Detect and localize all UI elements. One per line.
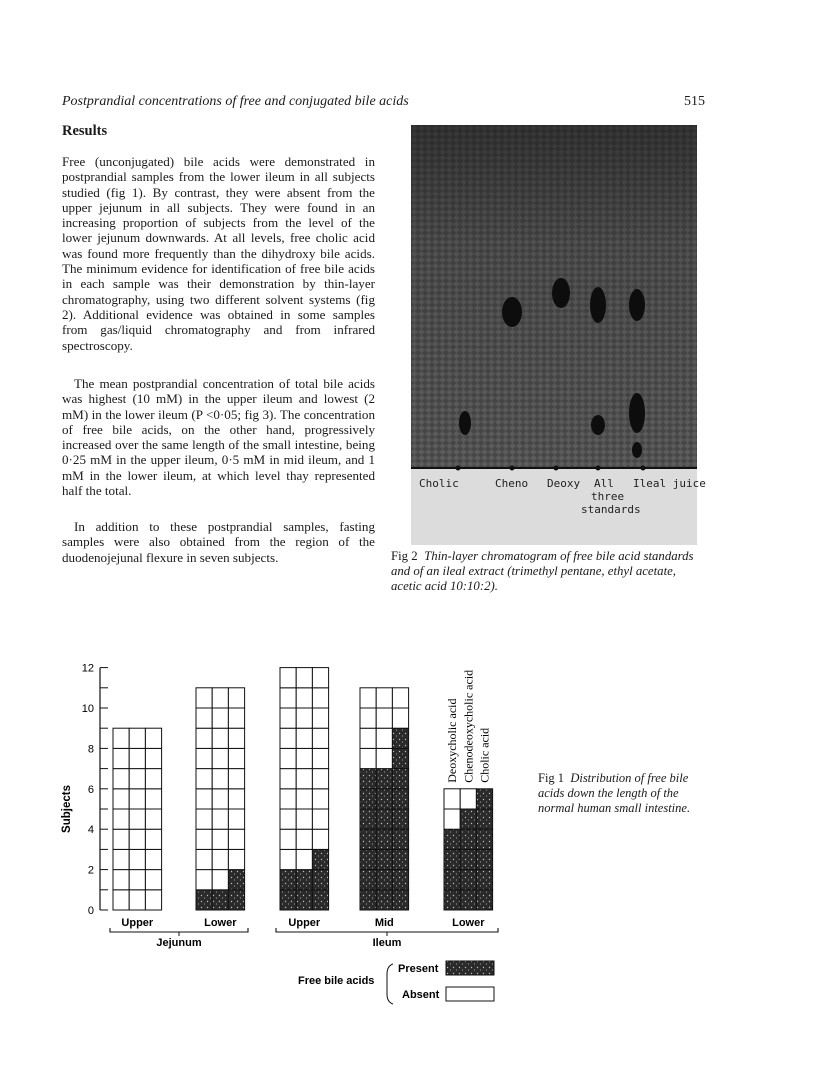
spot-ileal-1 (629, 289, 645, 321)
lane-label-deoxy: Deoxy (547, 477, 581, 490)
bar-cell (360, 728, 376, 748)
bar-cell (312, 870, 328, 890)
bar-cell (312, 748, 328, 768)
bar-cell (392, 748, 408, 768)
bar-cell (444, 849, 460, 869)
bar-cell (376, 890, 392, 910)
bar-cell (376, 870, 392, 890)
fig2-caption: Fig 2 Thin-layer chromatogram of free bile acid standards and of an ileal extract (trimethyl pentane, ethyl acetate, acetic acid 10:10:2). (391, 549, 694, 593)
bar-cell (360, 890, 376, 910)
group-label: Jejunum (156, 937, 202, 949)
bar-cell (312, 728, 328, 748)
bar-cell (280, 809, 296, 829)
bar-cell (113, 829, 129, 849)
bar-cell (196, 870, 212, 890)
y-tick-label: 8 (87, 743, 94, 756)
bar-cell (376, 809, 392, 829)
bar-cell (360, 870, 376, 890)
spot-deoxy (552, 278, 570, 308)
lane-label-cheno: Cheno (495, 477, 529, 490)
column-label: Chenodeoxycholic acid (461, 669, 476, 783)
bar-cell (444, 870, 460, 890)
bar-cell (376, 708, 392, 728)
bar-cell (228, 809, 244, 829)
bar-cell (392, 849, 408, 869)
bar-cell (392, 870, 408, 890)
bar-cell (476, 829, 492, 849)
bar-cell (129, 769, 145, 789)
bar-cell (212, 809, 228, 829)
bar-cell (212, 870, 228, 890)
bar-cell (212, 849, 228, 869)
bar-cell (392, 769, 408, 789)
bar-cell (228, 789, 244, 809)
group-label: Ileum (372, 937, 402, 949)
bar-cell (145, 769, 161, 789)
bar-cell (196, 728, 212, 748)
spot-all-1 (590, 287, 606, 323)
section-title: Results (62, 123, 108, 139)
chromatogram-photo (411, 125, 706, 545)
legend-absent-label: Absent (402, 989, 440, 1001)
bar-cell (129, 890, 145, 910)
bar-cell (129, 829, 145, 849)
bar-cell (113, 748, 129, 768)
bar-cell (280, 829, 296, 849)
legend-absent-swatch (446, 987, 494, 1001)
bar-cell (228, 829, 244, 849)
bar-cell (280, 708, 296, 728)
bar-cell (228, 708, 244, 728)
bar-cell (376, 769, 392, 789)
bar-cell (280, 849, 296, 869)
bar-cell (196, 748, 212, 768)
bar-cell (296, 809, 312, 829)
spot-cheno (502, 297, 522, 327)
bar-cell (376, 789, 392, 809)
bar-cell (212, 688, 228, 708)
bar-cell (212, 728, 228, 748)
bar-cell (129, 849, 145, 869)
bar-cell (360, 708, 376, 728)
bar-cell (312, 849, 328, 869)
y-tick-label: 2 (87, 864, 94, 877)
bar-cell (129, 870, 145, 890)
bar-cell (376, 688, 392, 708)
category-label: Upper (288, 917, 321, 929)
bar-cell (280, 769, 296, 789)
bar-cell (228, 870, 244, 890)
y-tick-label: 10 (81, 703, 94, 715)
bar-cell (280, 728, 296, 748)
category-label: Lower (452, 917, 485, 929)
bar-cell (228, 769, 244, 789)
bar-cell (476, 849, 492, 869)
bar-cell (476, 870, 492, 890)
bar-cell (360, 688, 376, 708)
bar-cell (228, 728, 244, 748)
bar-cell (113, 849, 129, 869)
bar-cell (280, 870, 296, 890)
bar-cell (212, 789, 228, 809)
lane-label-standards: standards (581, 503, 641, 516)
bar-cell (145, 789, 161, 809)
bar-cell (360, 748, 376, 768)
bar-cell (196, 769, 212, 789)
bar-cell (196, 688, 212, 708)
bar-cell (312, 668, 328, 688)
legend-present-swatch (446, 961, 494, 975)
bar-cell (460, 870, 476, 890)
lane-label-ileal: Ileal juice (633, 477, 706, 490)
bar-cell (312, 890, 328, 910)
bar-cell (113, 728, 129, 748)
bar-cell (460, 789, 476, 809)
bar-cell (444, 890, 460, 910)
bar-cell (196, 890, 212, 910)
bar-cell (196, 708, 212, 728)
bar-cell (280, 789, 296, 809)
y-axis-title: Subjects (61, 785, 73, 833)
bar-cell (312, 769, 328, 789)
bar-cell (129, 809, 145, 829)
running-header: Postprandial concentrations of free and conjugated bile acids (62, 94, 409, 109)
bar-cell (312, 829, 328, 849)
bar-cell (145, 809, 161, 829)
bar-cell (296, 688, 312, 708)
fig1-chart (50, 648, 510, 1018)
bar-cell (296, 829, 312, 849)
bar-cell (392, 688, 408, 708)
spot-ileal-2 (629, 393, 645, 433)
bar-cell (476, 789, 492, 809)
bar-cell (228, 688, 244, 708)
bar-cell (360, 809, 376, 829)
column-label: Deoxycholic acid (445, 698, 460, 783)
bar-cell (280, 668, 296, 688)
legend-title: Free bile acids (298, 975, 375, 987)
bar-cell (360, 829, 376, 849)
bar-cell (228, 890, 244, 910)
bar-cell (312, 688, 328, 708)
results-paragraph-2: The mean postprandial concentration of total bile acids was highest (10 mM) in the upper ileum and lowest (2 mM) in the lower ileum (P <0·05; fig 3). The concentration of free bile acids, on the other hand, progressively increased over the same length of the small intestine, being 0·25 mM in the upper ileum, 0·5 mM in mid ileum, and 1 mM in the lower ileum, at which level thay represented half the total. (62, 376, 375, 499)
bar-cell (212, 769, 228, 789)
bar-cell (296, 668, 312, 688)
category-label: Lower (204, 917, 237, 929)
bar-cell (392, 728, 408, 748)
lane-label-cholic: Cholic (419, 477, 459, 490)
bar-cell (312, 708, 328, 728)
spot-cholic (459, 411, 471, 435)
bar-cell (228, 748, 244, 768)
bar-cell (296, 870, 312, 890)
bar-cell (196, 809, 212, 829)
lane-label-all: All (594, 477, 614, 490)
results-paragraph-1: Free (unconjugated) bile acids were demonstrated in postprandial samples from the lower ileum in all subjects studied (fig 1). By contrast, they were absent from the upper jejunum in all subjects. They were found in an increasing proportion of subjects from the level of the lower jejunum downwards. At all levels, free cholic acid was found more frequently than the dihydroxy bile acids. The minimum evidence for identification of free bile acids in each sample was their demonstration by thin-layer chromatography, using two different solvent systems (fig 2). Additional evidence was obtained in some samples from gas/liquid chromatography and from infrared spectroscopy. (62, 154, 375, 353)
bar-cell (392, 809, 408, 829)
bar-cell (444, 829, 460, 849)
bar-cell (228, 849, 244, 869)
bar-cell (460, 890, 476, 910)
legend-present-label: Present (398, 963, 439, 975)
y-tick-label: 6 (87, 783, 94, 796)
bar-cell (145, 890, 161, 910)
bar-cell (145, 849, 161, 869)
y-tick-label: 0 (87, 905, 94, 917)
lane-label-three: three (591, 490, 625, 503)
bar-cell (212, 890, 228, 910)
bar-cell (129, 728, 145, 748)
bar-cell (460, 809, 476, 829)
bar-cell (476, 890, 492, 910)
bar-cell (212, 748, 228, 768)
bar-cell (145, 728, 161, 748)
bar-cell (296, 890, 312, 910)
bar-cell (392, 789, 408, 809)
bar-cell (212, 708, 228, 728)
bar-cell (296, 769, 312, 789)
bar-cell (129, 789, 145, 809)
bar-cell (360, 769, 376, 789)
page-number: 515 (684, 94, 705, 109)
bar-cell (444, 789, 460, 809)
bar-cell (145, 870, 161, 890)
bar-cell (392, 890, 408, 910)
legend-brace (387, 964, 393, 1004)
bar-cell (360, 789, 376, 809)
bar-cell (296, 748, 312, 768)
bar-cell (280, 890, 296, 910)
bar-cell (196, 829, 212, 849)
bar-cell (212, 829, 228, 849)
bar-cell (376, 748, 392, 768)
bar-cell (376, 728, 392, 748)
results-paragraph-3: In addition to these postprandial samples, fasting samples were also obtained from the region of the duodenojejunal flexure in seven subjects. (62, 519, 375, 565)
bar-cell (444, 809, 460, 829)
bar-cell (460, 829, 476, 849)
bar-cell (196, 849, 212, 869)
bar-cell (113, 769, 129, 789)
spot-all-2 (591, 415, 605, 435)
bar-cell (113, 870, 129, 890)
bar-cell (312, 809, 328, 829)
bar-cell (460, 849, 476, 869)
bar-cell (129, 748, 145, 768)
bar-cell (280, 688, 296, 708)
bar-cell (312, 789, 328, 809)
y-tick-label: 12 (81, 662, 94, 675)
bar-cell (196, 789, 212, 809)
bar-cell (360, 849, 376, 869)
bar-cell (113, 809, 129, 829)
fig1-caption: Fig 1 Distribution of free bile acids down the length of the normal human small intestine. (538, 771, 691, 815)
bar-cell (296, 708, 312, 728)
bar-cell (280, 748, 296, 768)
bar-cell (296, 789, 312, 809)
bar-cell (392, 708, 408, 728)
bar-cell (145, 829, 161, 849)
bar-cell (296, 728, 312, 748)
bar-cell (376, 829, 392, 849)
column-label: Cholic acid (477, 727, 492, 783)
bar-cell (392, 829, 408, 849)
bar-cell (113, 789, 129, 809)
bar-cell (376, 849, 392, 869)
y-tick-label: 4 (87, 824, 94, 837)
category-label: Mid (374, 917, 394, 929)
bar-cell (145, 748, 161, 768)
bar-cell (476, 809, 492, 829)
category-label: Upper (121, 917, 154, 929)
bar-cell (113, 890, 129, 910)
bar-cell (296, 849, 312, 869)
